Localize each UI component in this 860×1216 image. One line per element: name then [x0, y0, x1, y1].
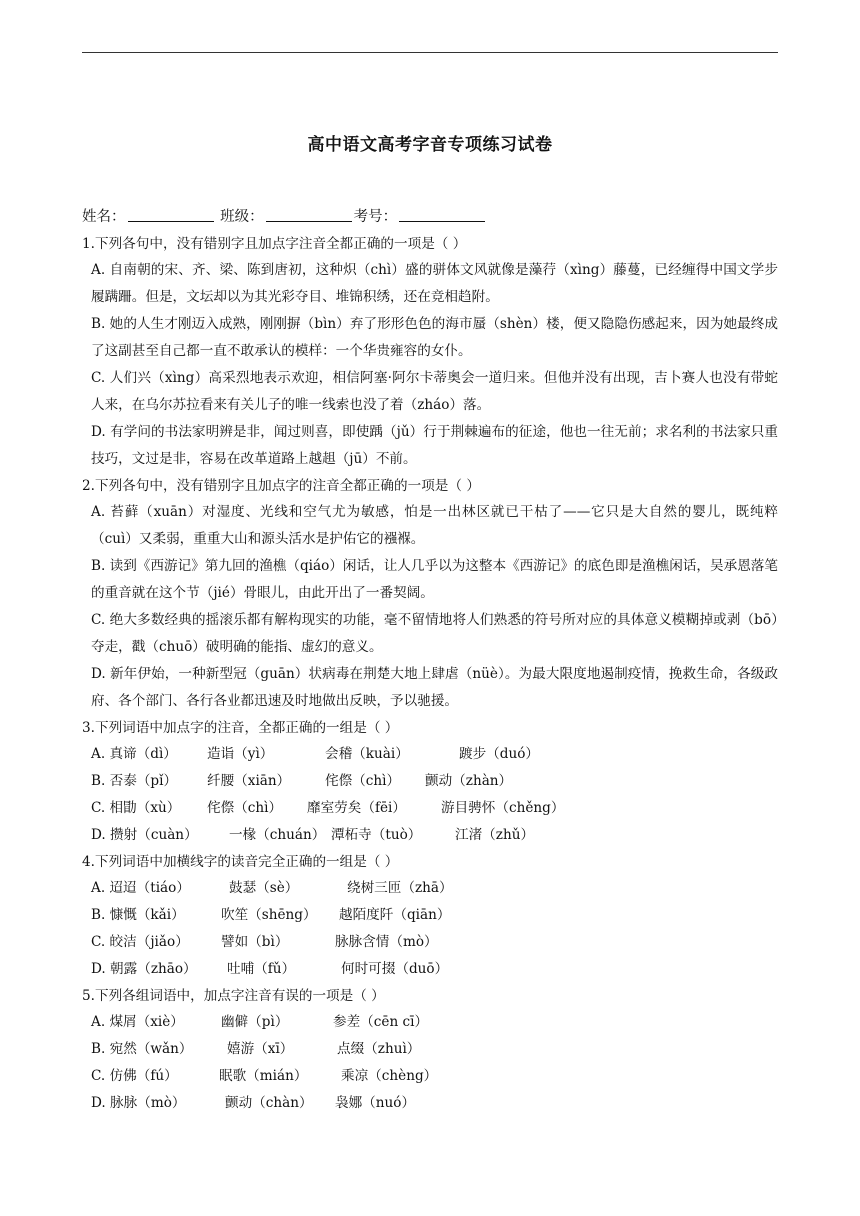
word-item: A. 真谛（dì） — [91, 746, 177, 762]
word-item: 吐哺（fǔ） — [227, 961, 296, 977]
word-item: 会稽（kuài） — [325, 746, 409, 762]
word-item: 潭柘寺（tuò） — [331, 827, 422, 843]
option-a[interactable] — [82, 1009, 778, 1036]
word-item: 吹笙（shēng） — [221, 907, 317, 923]
word-item: C. 皎洁（jiǎo） — [91, 934, 189, 950]
option-a[interactable]: A. 苔藓（xuān）对湿度、光线和空气尤为敏感，怕是一出林区就已干枯了——它只是大自然的婴儿，既纯粹（cuì）又柔弱，重重大山和源头活水是护佑它的襁褓。 — [91, 504, 778, 547]
word-item: 颤动（chàn） — [225, 1095, 313, 1111]
word-item: 踱步（duó） — [459, 746, 540, 762]
question-5 — [82, 983, 778, 1117]
word-item: 脉脉含情（mò） — [335, 934, 438, 950]
word-item: A. 煤屑（xiè） — [91, 1014, 184, 1030]
option-b[interactable]: B. 读到《西游记》第九回的渔樵（qiáo）闲话，让人几乎以为这整本《西游记》的底色即是渔樵闲话，吴承恩落笔的重音就在这个节（jié）骨眼儿，由此开出了一番契阔。 — [91, 558, 778, 601]
question-stem: 5.下列各组词语中，加点字注音有误的一项是（ ） — [82, 988, 385, 1004]
class-blank[interactable] — [266, 206, 352, 222]
word-item: D. 攒射（cuàn） — [91, 827, 198, 843]
option-d[interactable] — [82, 1090, 778, 1117]
word-item: 颤动（zhàn） — [425, 773, 513, 789]
word-item: 绕树三匝（zhā） — [347, 880, 453, 896]
word-item: 点缀（zhuì） — [337, 1041, 421, 1057]
word-item: D. 脉脉（mò） — [91, 1095, 186, 1111]
word-item: C. 仿佛（fú） — [91, 1068, 178, 1084]
option-a[interactable]: A. 自南朝的宋、齐、梁、陈到唐初，这种炽（chì）盛的骈体文风就像是藻荇（xìng）藤蔓，已经缠得中国文学步履蹒跚。但是，文坛却以为其光彩夺目、堆锦积绣，还在竞相趋附。 — [91, 262, 778, 305]
option-b[interactable] — [82, 1036, 778, 1063]
question-stem: 2.下列各句中，没有错别字且加点字的注音全都正确的一项是（ ） — [82, 478, 480, 494]
option-d[interactable] — [82, 956, 778, 983]
question-2 — [82, 473, 778, 715]
word-item: 袅娜（nuó） — [335, 1095, 416, 1111]
question-stem: 4.下列词语中加横线字的读音完全正确的一组是（ ） — [82, 854, 399, 870]
word-item: D. 朝露（zhāo） — [91, 961, 197, 977]
option-b[interactable]: B. 她的人生才刚迈入成熟，刚刚摒（bìn）弃了形形色色的海市蜃（shèn）楼，便又隐隐伤感起来，因为她最终成了这副甚至自己都一直不敢承认的模样：一个华贵雍容的女仆。 — [91, 316, 778, 359]
word-item: 譬如（bì） — [221, 934, 289, 950]
word-item: 一椽（chuán） — [229, 827, 326, 843]
student-info — [82, 205, 778, 229]
word-item: 眠歌（mián） — [219, 1068, 308, 1084]
option-d[interactable]: D. 新年伊始，一种新型冠（guān）状病毒在荆楚大地上肆虐（nüè）。为最大限度地遏制疫情，挽救生命，各级政府、各个部门、各行各业都迅速及时地做出反映，予以驰援。 — [91, 666, 778, 709]
word-item: B. 否泰（pǐ） — [91, 773, 178, 789]
option-b[interactable] — [82, 902, 778, 929]
option-b[interactable] — [82, 768, 778, 795]
question-1 — [82, 231, 778, 473]
word-item: 侘傺（chì） — [207, 800, 283, 816]
word-item: 越陌度阡（qiān） — [339, 907, 451, 923]
question-stem: 1.下列各句中，没有错别字且加点字注音全都正确的一项是（ ） — [82, 236, 467, 252]
word-item: 游目骋怀（chěng） — [441, 800, 565, 816]
number-label: 考号： — [353, 209, 398, 225]
option-d[interactable]: D. 有学问的书法家明辨是非，闻过则喜，即使踽（jǔ）行于荆棘遍布的征途，他也一往无前；求名利的书法家只重技巧，文过是非，容易在改革道路上越趄（jū）不前。 — [91, 424, 778, 467]
option-c[interactable] — [82, 929, 778, 956]
word-item: B. 慷慨（kǎi） — [91, 907, 185, 923]
word-item: 造诣（yì） — [207, 746, 274, 762]
name-blank[interactable] — [128, 206, 214, 222]
option-a[interactable] — [82, 741, 778, 768]
number-blank[interactable] — [399, 206, 485, 222]
question-3 — [82, 715, 778, 849]
word-item: 嬉游（xī） — [227, 1041, 294, 1057]
name-label: 姓名： — [82, 209, 126, 225]
word-item: C. 相勖（xù） — [91, 800, 181, 816]
option-c[interactable] — [82, 1063, 778, 1090]
header-rule — [82, 52, 778, 53]
word-item: 何时可掇（duō） — [341, 961, 449, 977]
page-title: 高中语文高考字音专项练习试卷 — [307, 135, 553, 155]
word-item: B. 宛然（wǎn） — [91, 1041, 193, 1057]
option-c[interactable] — [82, 795, 778, 822]
word-item: 靡室劳矣（fēi） — [307, 800, 406, 816]
word-item: 侘傺（chì） — [325, 773, 401, 789]
option-c[interactable]: C. 绝大多数经典的摇滚乐都有解构现实的功能，毫不留情地将人们熟悉的符号所对应的具体意义模糊掉或剥（bō）夺走，戳（chuō）破明确的能指、虚幻的意义。 — [91, 612, 778, 655]
word-item: A. 迢迢（tiáo） — [91, 880, 190, 896]
class-label: 班级： — [220, 209, 264, 225]
option-d[interactable] — [82, 822, 778, 849]
option-a[interactable] — [82, 875, 778, 902]
option-c[interactable]: C. 人们兴（xìng）高采烈地表示欢迎，相信阿塞·阿尔卡蒂奥会一道归来。但他并没有出现，吉卜赛人也没有带蛇人来，在乌尔苏拉看来有关儿子的唯一线索也没了着（zháo）落。 — [91, 370, 778, 413]
question-4 — [82, 849, 778, 983]
exam-content — [82, 205, 778, 1117]
question-stem: 3.下列词语中加点字的注音，全都正确的一组是（ ） — [82, 720, 399, 736]
word-item: 江渚（zhǔ） — [455, 827, 535, 843]
word-item: 乘凉（chèng） — [341, 1068, 438, 1084]
word-item: 参差（cēn cī） — [333, 1014, 429, 1030]
word-item: 幽僻（pì） — [221, 1014, 289, 1030]
word-item: 纤腰（xiān） — [207, 773, 291, 789]
word-item: 鼓瑟（sè） — [229, 880, 299, 896]
